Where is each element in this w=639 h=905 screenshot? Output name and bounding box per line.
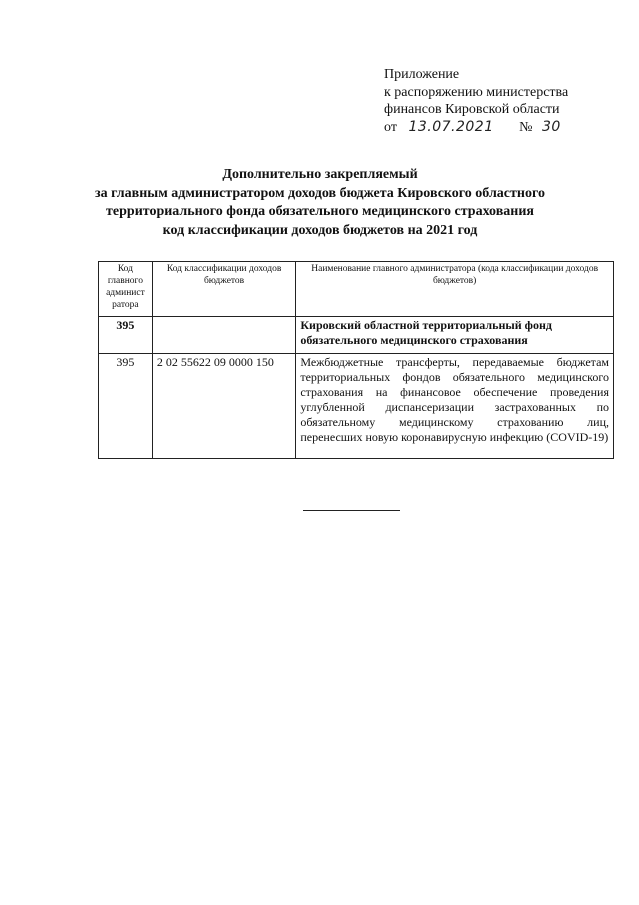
table-header-row [99,262,614,317]
handwritten-number: 30 [541,118,561,135]
handwritten-date: 13.07.2021 [408,118,494,135]
appendix-date-number-line [384,119,624,137]
header-revenue-code: Код классификации доходов бюджетов [152,262,296,317]
title-line-4: код классификации доходов бюджетов на 2021 год [162,222,478,238]
appendix-order-line: к распоряжению министерства [384,84,569,100]
title-line-1: Дополнительно закрепляемый [222,167,418,182]
table-row-revenue [99,354,614,459]
end-of-document-rule [303,510,400,511]
appendix-ministry-line: финансов Кировской области [384,102,560,117]
table-row-administrator [99,317,614,354]
header-admin-name: Наименование главного администратора (кода классификации доходов бюджетов) [296,262,614,317]
header-admin-code: Код главного админист ратора [99,262,153,317]
title-line-2: за главным администратором доходов бюджета Кировского областного [95,185,545,201]
admin-code-cell: 395 [99,317,153,354]
revenue-kbk-cell: 2 02 55622 09 0000 150 [152,354,296,459]
revenue-admin-code-cell: 395 [99,354,153,459]
from-label: от [384,119,397,135]
number-label: № [519,119,533,135]
title-line-3: территориального фонда обязательного медицинского страхования [106,204,534,219]
admin-name-cell: Кировский областной территориальный фонд обязательного медицинского страхования [296,317,614,354]
document-title [60,166,580,240]
revenue-codes-table [98,261,614,459]
appendix-block [384,66,624,136]
revenue-name-cell: Межбюджетные трансферты, передаваемые бюджетам территориальных фондов обязательного медицинского страхования на финансовое обеспечение проведения углубленной диспансеризации застрахованных по обязательному медицинскому страхованию лиц, перенесших новую коронавирусную инфекцию (COVID-19) [296,354,614,459]
appendix-title: Приложение [384,67,460,82]
admin-kbk-cell [152,317,296,354]
